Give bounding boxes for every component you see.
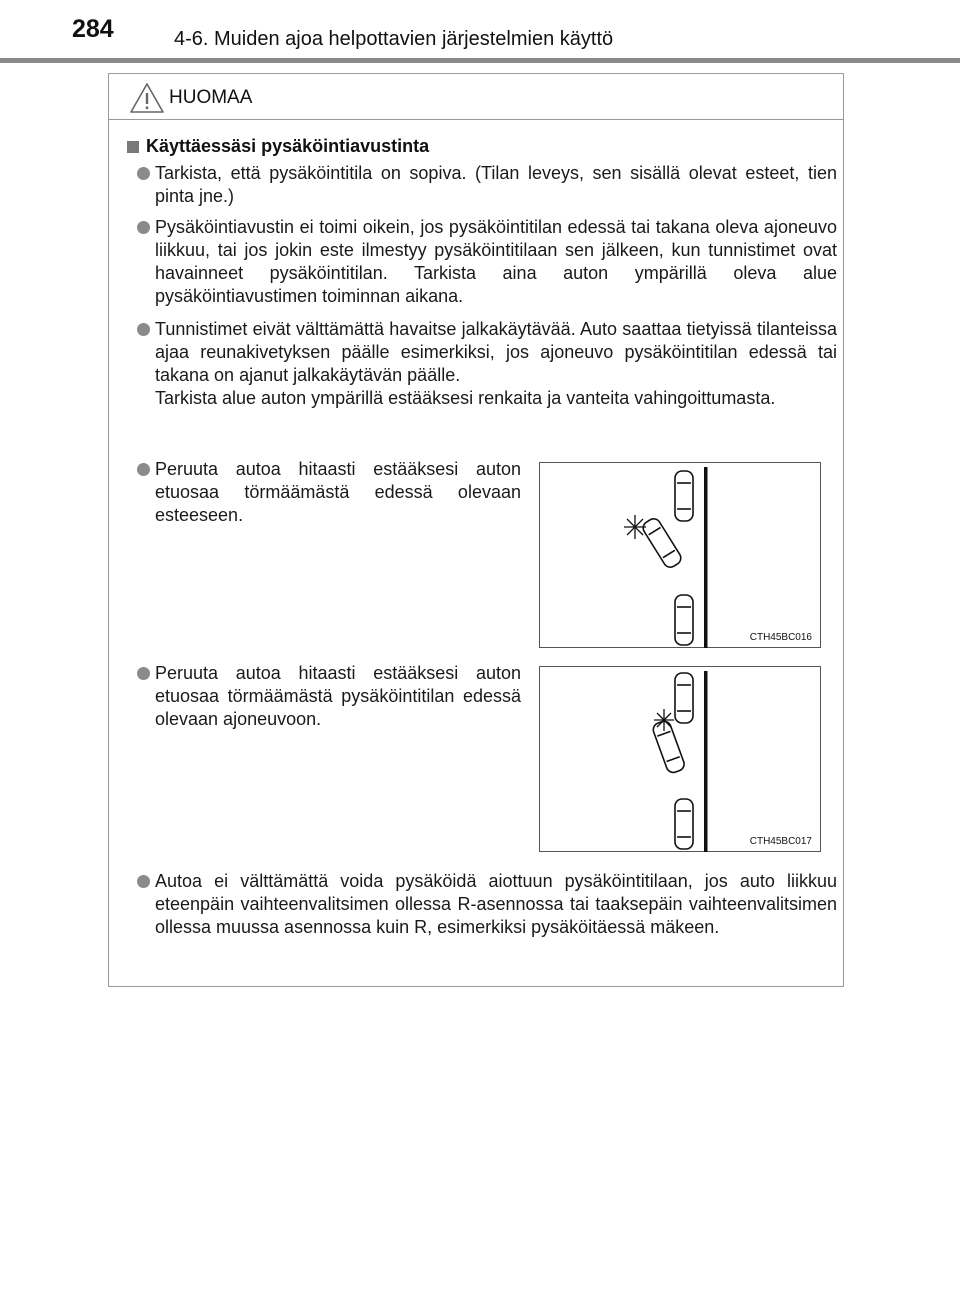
bullet-icon [137, 323, 150, 336]
page-header [0, 0, 960, 66]
item-text: Peruuta autoa hitaasti estääksesi auton etuosaa törmäämästä pysäköintitilan edessä olevaan ajoneuvoon. [155, 663, 521, 729]
notice-header [109, 74, 843, 120]
list-item [127, 318, 837, 410]
page-number: 284 [72, 15, 114, 43]
item-text: Peruuta autoa hitaasti estääksesi auton etuosaa törmäämästä edessä olevaan esteeseen. [155, 459, 521, 525]
parked-car-icon [675, 471, 693, 521]
parked-car-icon [675, 673, 693, 723]
list-item [127, 216, 837, 308]
item-text: Pysäköintiavustin ei toimi oikein, jos pysäköintitilan edessä tai takana oleva ajoneuvo liikkuu, tai jos jokin este ilmestyy pysäköintitilaan sen jälkeen, kun tunnistimet ovat havainneet pysäköintitilan. Tarkista aina auton ympärillä oleva alue pysäköintiavustimen toiminnan aikana. [155, 217, 837, 306]
list-item [127, 870, 837, 939]
notice-title: HUOMAA [169, 87, 253, 108]
bullet-icon [137, 667, 150, 680]
square-bullet-icon [127, 141, 139, 153]
figure-code: CTH45BC017 [749, 836, 812, 847]
list-item [127, 662, 521, 731]
notice-subheading [127, 136, 429, 157]
parking-illustration-vehicle [539, 666, 821, 852]
figure-code: CTH45BC016 [749, 632, 812, 643]
reversing-car-icon [651, 719, 686, 774]
subheading-text: Käyttäessäsi pysäköintiavustinta [146, 136, 430, 156]
bullet-icon [137, 875, 150, 888]
list-item [127, 458, 521, 527]
item-text: Autoa ei välttämättä voida pysäköidä aiottuun pysäköintitilaan, jos auto liikkuu eteenpäin vaihteenvalitsimen ollessa R-asennossa tai taaksepäin vaihteenvalitsimen ollessa muussa asennossa kuin R, esimerkiksi pysäköitäessä mäkeen. [155, 871, 837, 937]
list-item [127, 162, 837, 208]
item-text: Tunnistimet eivät välttämättä havaitse jalkakäytävää. Auto saattaa tietyissä tilanteissa ajaa reunakivetyksen päälle esimerkiksi, jos ajoneuvo pysäköintitilan edessä tai takana on ajanut jalkakäytävän päälle. [155, 319, 837, 385]
bullet-icon [137, 221, 150, 234]
warning-triangle-icon [129, 82, 165, 114]
parked-car-icon [675, 799, 693, 849]
notice-box [108, 73, 844, 987]
reversing-car-icon [641, 516, 684, 570]
header-rule [0, 58, 960, 63]
collision-burst-icon [624, 515, 646, 539]
bullet-icon [137, 463, 150, 476]
parked-car-icon [675, 595, 693, 645]
item-text: Tarkista, että pysäköintitila on sopiva. (Tilan leveys, sen sisällä olevat esteet, tien pinta jne.) [155, 163, 837, 206]
bullet-icon [137, 167, 150, 180]
parking-illustration-obstacle [539, 462, 821, 648]
item-text-continued: Tarkista alue auton ympärillä estääksesi renkaita ja vanteita vahingoittumasta. [155, 388, 776, 408]
section-title: 4-6. Muiden ajoa helpottavien järjestelmien käyttö [174, 28, 614, 50]
